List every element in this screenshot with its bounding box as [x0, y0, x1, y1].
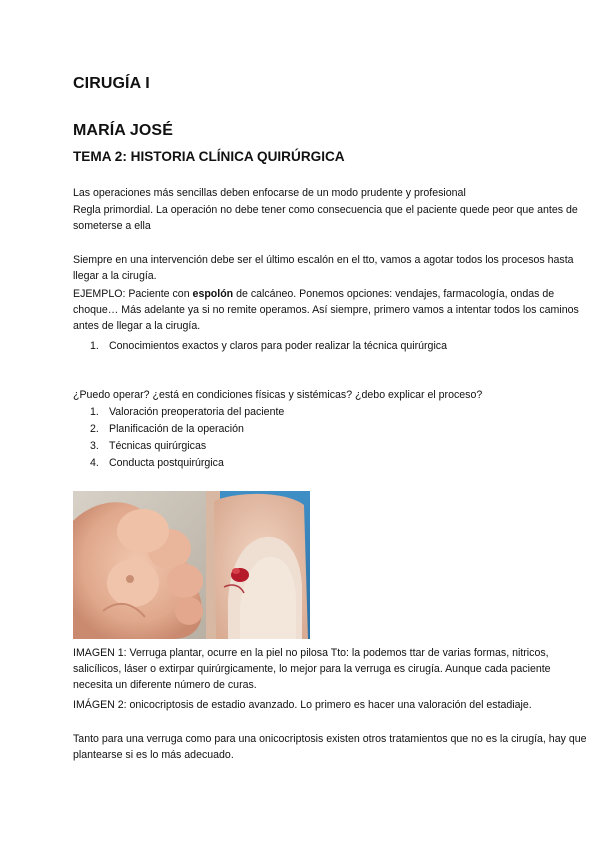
list-text: Técnicas quirúrgicas [109, 440, 207, 452]
list-text: Valoración preoperatoria del paciente [109, 406, 285, 418]
list-number: 1. [90, 406, 99, 418]
list-number: 3. [90, 440, 99, 452]
list-item [73, 455, 284, 472]
image2-caption: IMÁGEN 2: onicocriptosis de estadio avanzado. Lo primero es hacer una valoración del estadiaje. [73, 699, 532, 711]
image1-caption: IMAGEN 1: Verruga plantar, ocurre en la piel no pilosa Tto: la podemos ttar de varias formas, nitricos, salicílicos, láser o extirpar quirúrgicamente, lo mejor para la verruga es cirugía. Aunque cada paciente necesita un diferente número de curas. [73, 647, 551, 691]
topic-heading: TEMA 2: HISTORIA CLÍNICA QUIRÚRGICA [73, 149, 345, 164]
procedure-steps-list [73, 404, 284, 472]
example-suffix: de calcáneo. Ponemos opciones: vendajes, farmacología, ondas de choque… Más adelante ya si no remite operamos. Así siempre, primero vamos a intentar todos los caminos antes de llegar a la cirugía. [73, 288, 579, 332]
list-text: Conocimientos exactos y claros para poder realizar la técnica quirúrgica [109, 340, 447, 352]
primary-rule: Regla primordial. La operación no debe tener como consecuencia que el paciente quede peor que antes de someterse a ella [73, 204, 578, 232]
list-number: 4. [90, 457, 99, 469]
course-title: CIRUGÍA I [73, 75, 150, 92]
question-line: ¿Puedo operar? ¿está en condiciones físicas y sistémicas? ¿debo explicar el proceso? [73, 389, 483, 401]
plantar-wart-photo [73, 491, 206, 639]
list-item [73, 438, 284, 455]
list-number: 1. [90, 340, 99, 352]
list-text: Conducta postquirúrgica [109, 457, 224, 469]
ingrown-toenail-photo [206, 491, 310, 639]
closing-paragraph: Tanto para una verruga como para una onicocriptosis existen otros tratamientos que no es la cirugía, hay que plantearse si es lo más adecuado. [73, 733, 587, 761]
last-resort-paragraph: Siempre en una intervención debe ser el último escalón en el tto, vamos a agotar todos los procesos hasta llegar a la cirugía. [73, 254, 574, 282]
author-name: MARÍA JOSÉ [73, 122, 173, 139]
list-item [73, 421, 284, 438]
list-item [73, 338, 447, 355]
intro-line: Las operaciones más sencillas deben enfocarse de un modo prudente y profesional [73, 187, 466, 199]
list-text: Planificación de la operación [109, 423, 244, 435]
example-prefix: EJEMPLO: Paciente con [73, 288, 193, 300]
list-number: 2. [90, 423, 99, 435]
list-item [73, 404, 284, 421]
example-bold-term: espolón [192, 288, 234, 300]
example-paragraph [73, 286, 588, 334]
knowledge-list [73, 338, 447, 355]
